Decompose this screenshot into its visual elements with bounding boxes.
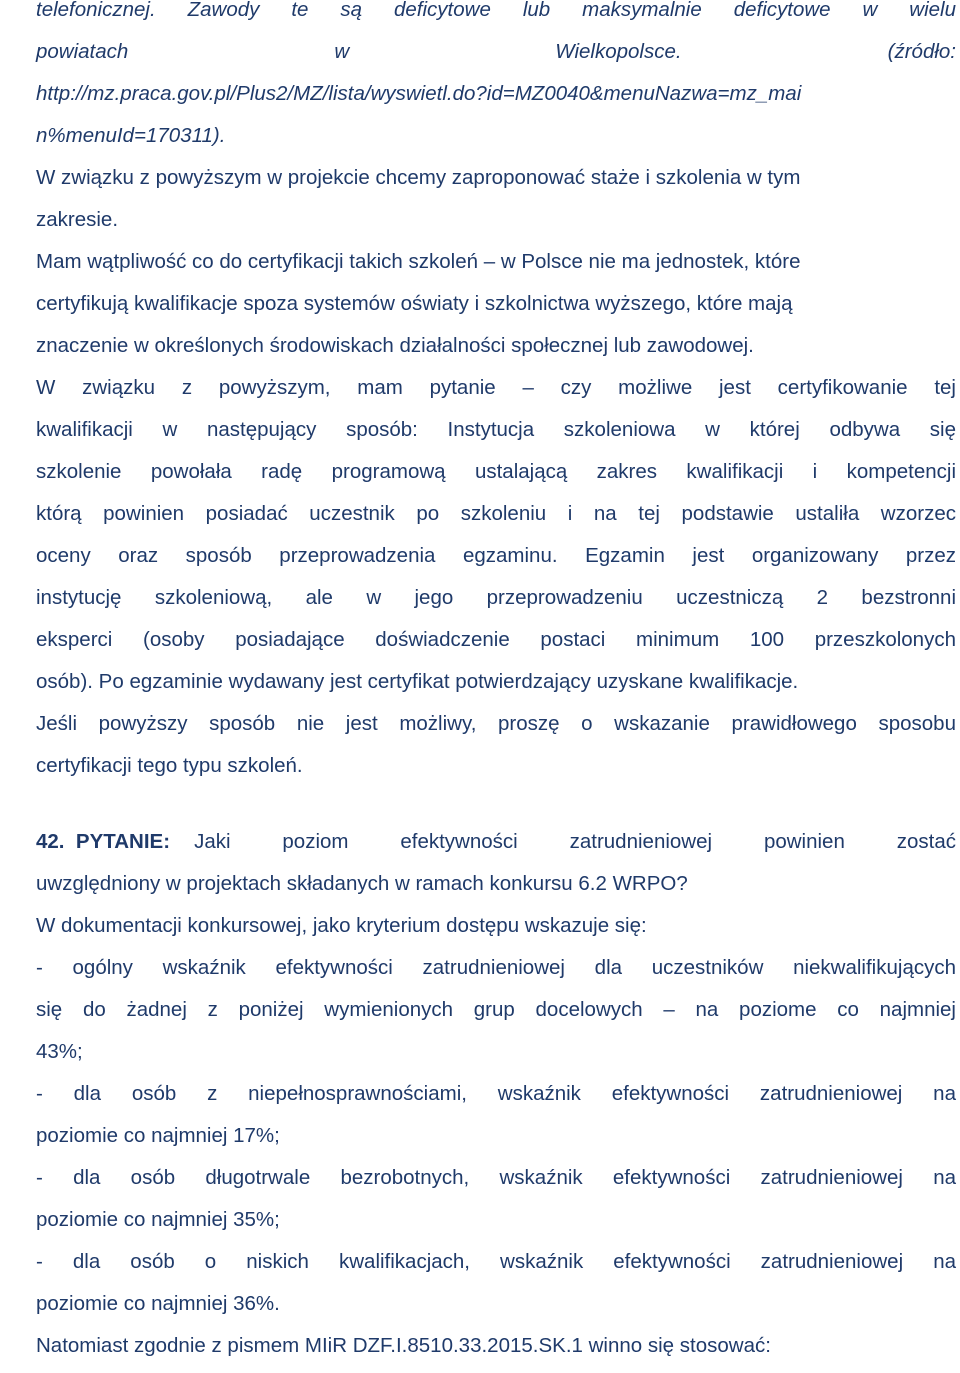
- list-item: się do żadnej z poniżej wymienionych grup docelowych – na poziome co najmniej: [36, 998, 956, 1021]
- text-line: osób). Po egzaminie wydawany jest certyfikat potwierdzający uzyskane kwalifikacje.: [36, 670, 799, 693]
- text-line: eksperci (osoby posiadające doświadczenie postaci minimum 100 przeszkolonych: [36, 628, 956, 651]
- question-number-value: 42.: [36, 830, 65, 853]
- text-line: zakresie.: [36, 208, 119, 231]
- source-url-line: n%menuId=170311).: [36, 124, 226, 147]
- text-line: powiatach w Wielkopolsce. (źródło:: [36, 40, 956, 63]
- text-line: kwalifikacji w następujący sposób: Instytucja szkoleniowa w której odbywa się: [36, 418, 956, 441]
- list-item: - dla osób z niepełnosprawnościami, wskaźnik efektywności zatrudnieniowej na: [36, 1082, 956, 1105]
- text-line: którą powinien posiadać uczestnik po szkoleniu i na tej podstawie ustaliła wzorzec: [36, 502, 956, 525]
- text-line: W związku z powyższym w projekcie chcemy zaproponować staże i szkolenia w tym: [36, 166, 801, 189]
- text-line: szkolenie powołała radę programową ustalającą zakres kwalifikacji i kompetencji: [36, 460, 956, 483]
- text-line: Natomiast zgodnie z pismem MIiR DZF.I.8510.33.2015.SK.1 winno się stosować:: [36, 1334, 771, 1357]
- source-url-line: http://mz.praca.gov.pl/Plus2/MZ/lista/wyswietl.do?id=MZ0040&menuNazwa=mz_mai: [36, 82, 802, 105]
- list-item: - dla osób długotrwale bezrobotnych, wskaźnik efektywności zatrudnieniowej na: [36, 1166, 956, 1189]
- question-label: PYTANIE:: [75, 830, 171, 853]
- text-line: Jeśli powyższy sposób nie jest możliwy, proszę o wskazanie prawidłowego sposobu: [36, 712, 956, 735]
- text-line: certyfikacji tego typu szkoleń.: [36, 754, 303, 777]
- list-item: - ogólny wskaźnik efektywności zatrudnieniowej dla uczestników niekwalifikujących: [36, 956, 956, 979]
- text-line: znaczenie w określonych środowiskach działalności społecznej lub zawodowej.: [36, 334, 754, 357]
- list-item: 43%;: [36, 1040, 83, 1063]
- question-heading: [36, 821, 956, 863]
- list-item: poziomie co najmniej 36%.: [36, 1292, 280, 1315]
- text-line: W dokumentacji konkursowej, jako kryterium dostępu wskazuje się:: [36, 914, 647, 937]
- text-line: Mam wątpliwość co do certyfikacji takich szkoleń – w Polsce nie ma jednostek, które: [36, 250, 801, 273]
- paragraph-gap: [36, 787, 956, 821]
- question-text: uwzględniony w projektach składanych w ramach konkursu 6.2 WRPO?: [36, 872, 688, 895]
- text-line: telefonicznej. Zawody te są deficytowe lub maksymalnie deficytowe w wielu: [36, 0, 956, 21]
- text-line: certyfikują kwalifikacje spoza systemów oświaty i szkolnictwa wyższego, które mają: [36, 292, 793, 315]
- question-text: Jaki poziom efektywności zatrudnieniowej powinien zostać: [194, 830, 956, 853]
- text-line: instytucję szkoleniową, ale w jego przeprowadzeniu uczestniczą 2 bezstronni: [36, 586, 956, 609]
- text-line: W związku z powyższym, mam pytanie – czy możliwe jest certyfikowanie tej: [36, 376, 956, 399]
- text-line: oceny oraz sposób przeprowadzenia egzaminu. Egzamin jest organizowany przez: [36, 544, 956, 567]
- question-number: [36, 821, 170, 863]
- list-item: - dla osób o niskich kwalifikacjach, wskaźnik efektywności zatrudnieniowej na: [36, 1250, 956, 1273]
- document-page: [36, 0, 956, 1367]
- list-item: poziomie co najmniej 17%;: [36, 1124, 280, 1147]
- list-item: poziomie co najmniej 35%;: [36, 1208, 280, 1231]
